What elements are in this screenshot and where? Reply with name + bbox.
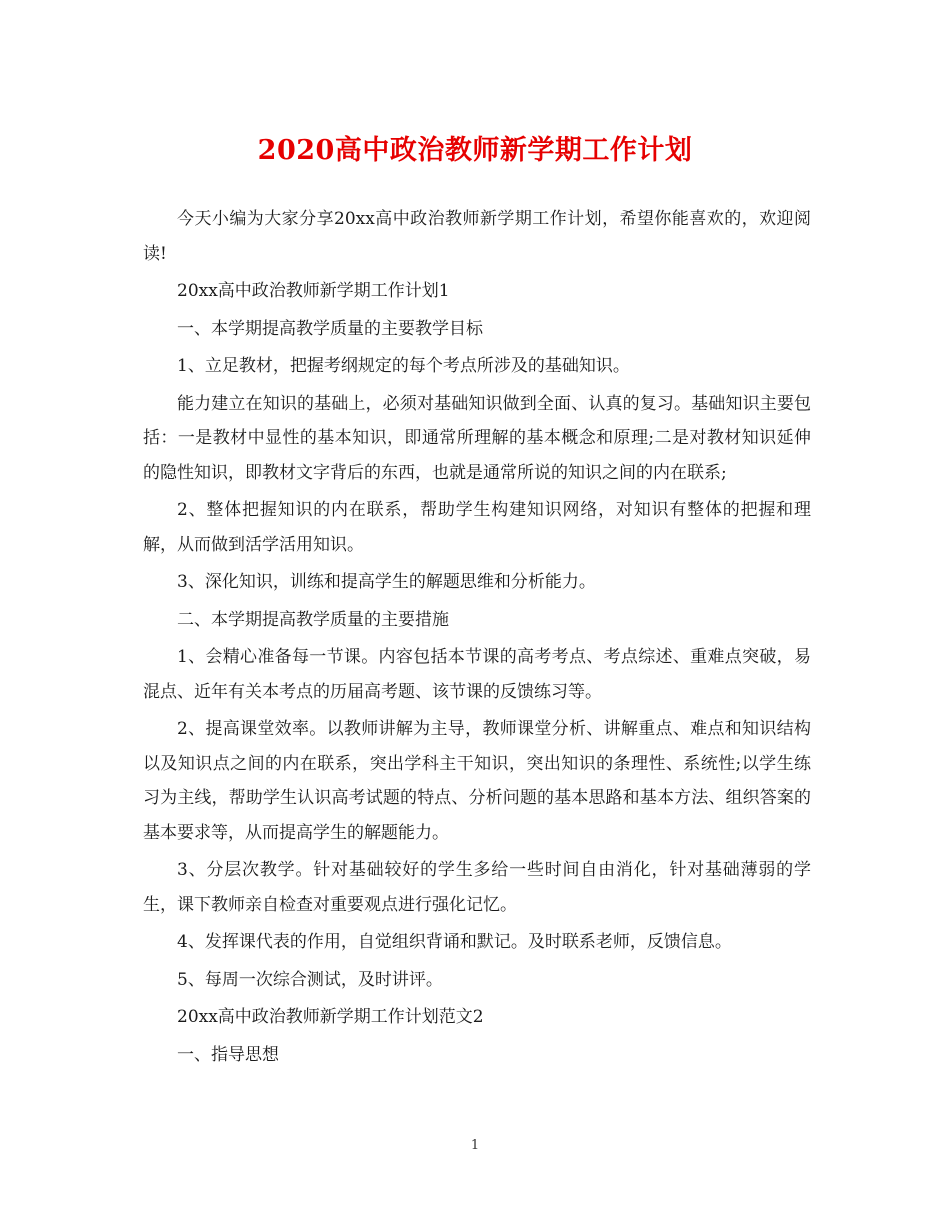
paragraph-plan1-heading: 20xx高中政治教师新学期工作计划1 <box>177 281 450 301</box>
paragraph-goal1-detail: 能力建立在知识的基础上，必须对基础知识做到全面、认真的复习。基础知识主要包括：一是教材中显性的基本知识，即通常所理解的基本概念和原理;二是对教材知识延伸的隐性知识，即教材文字背后的东西，也就是通常所说的知识之间的内在联系; <box>143 393 811 483</box>
paragraph-goal2: 2、整体把握知识的内在联系，帮助学生构建知识网络，对知识有整体的把握和理解，从而做到活学活用知识。 <box>143 500 811 555</box>
paragraph-measure2: 2、提高课堂效率。以教师讲解为主导，教师课堂分析、讲解重点、难点和知识结构以及知识点之间的内在联系，突出学科主干知识，突出知识的条理性、系统性;以学生练习为主线，帮助学生认识高考试题的特点、分析问题的基本思路和基本方法、组织答案的基本要求等，从而提高学生的解题能力。 <box>143 719 811 843</box>
paragraph-measure1: 1、会精心准备每一节课。内容包括本节课的高考考点、考点综述、重难点突破，易混点、近年有关本考点的历届高考题、该节课的反馈练习等。 <box>143 647 811 702</box>
paragraph-measure3: 3、分层次教学。针对基础较好的学生多给一些时间自由消化，针对基础薄弱的学生，课下教师亲自检查对重要观点进行强化记忆。 <box>143 860 811 915</box>
paragraph-guiding-ideology: 一、指导思想 <box>177 1044 279 1065</box>
page-number: 1 <box>470 1138 480 1153</box>
paragraph-measure5: 5、每周一次综合测试，及时讲评。 <box>177 969 443 990</box>
paragraph-section2-heading: 二、本学期提高教学质量的主要措施 <box>177 609 449 630</box>
paragraph-plan2-heading: 20xx高中政治教师新学期工作计划范文2 <box>177 1007 484 1027</box>
paragraph-goal3: 3、深化知识，训练和提高学生的解题思维和分析能力。 <box>177 572 596 592</box>
document-body <box>143 202 811 1075</box>
paragraph-section1-heading: 一、本学期提高教学质量的主要教学目标 <box>177 318 483 339</box>
paragraph-goal1: 1、立足教材，把握考纲规定的每个考点所涉及的基础知识。 <box>177 356 630 376</box>
paragraph-measure4: 4、发挥课代表的作用，自觉组织背诵和默记。及时联系老师，反馈信息。 <box>177 932 732 952</box>
page-title: 2020高中政治教师新学期工作计划 <box>257 135 693 166</box>
paragraph-intro: 今天小编为大家分享20xx高中政治教师新学期工作计划，希望你能喜欢的，欢迎阅读! <box>143 209 811 264</box>
